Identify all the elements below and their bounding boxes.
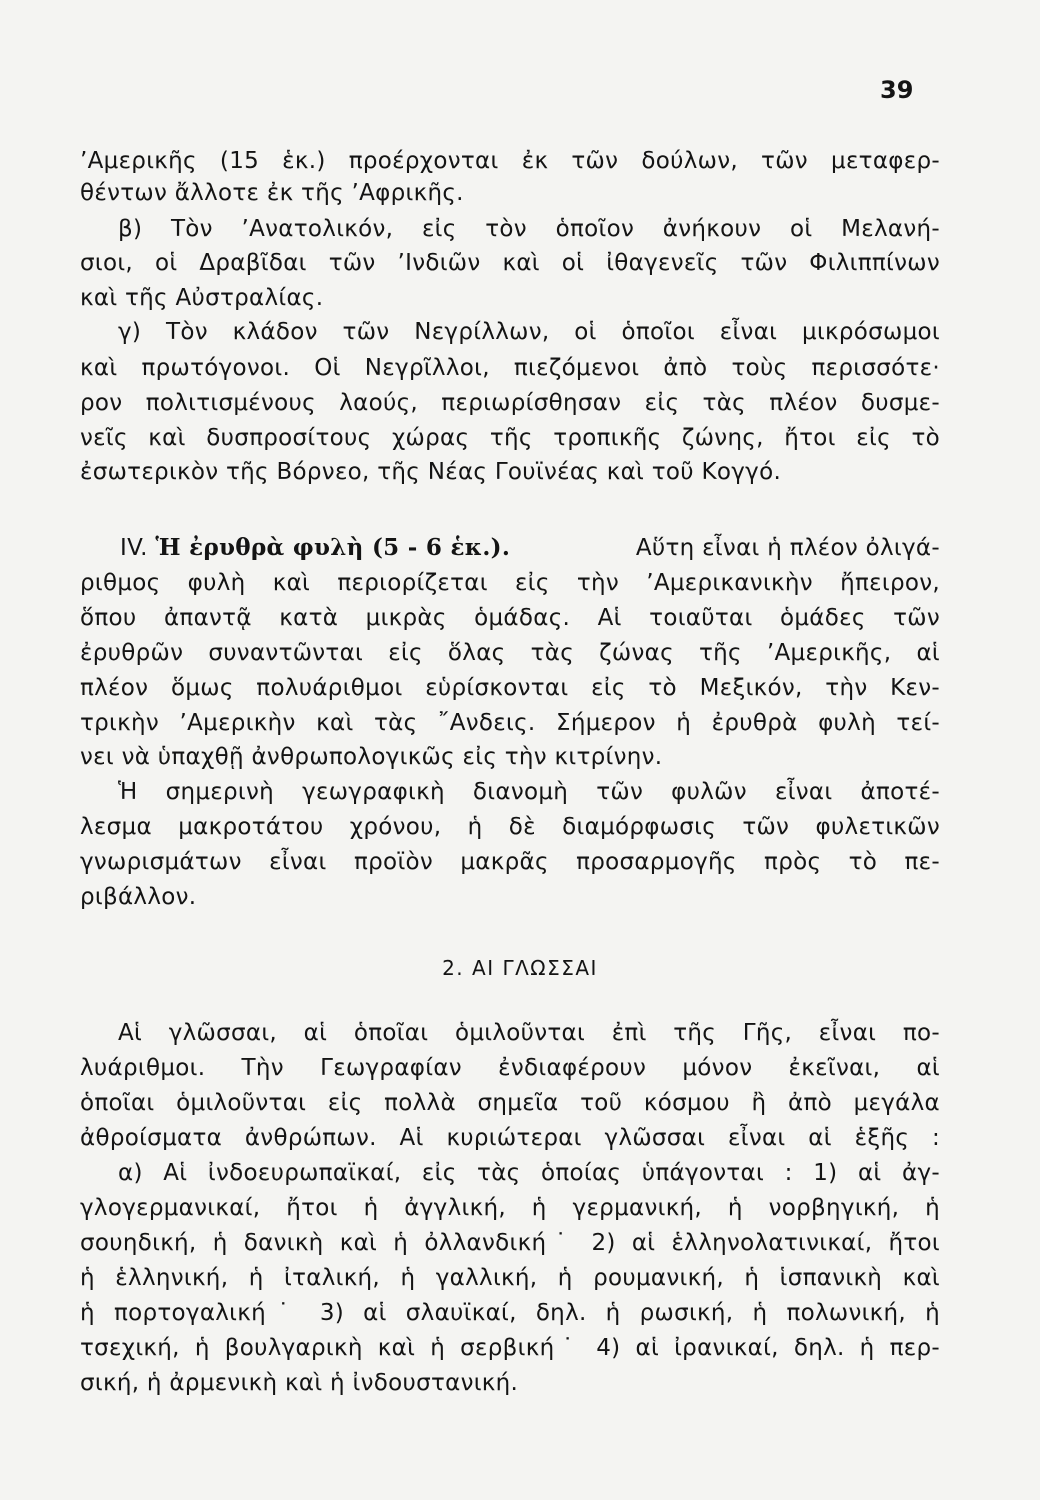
page-number: 39 bbox=[880, 76, 914, 104]
section-numeral: IV. bbox=[120, 535, 148, 561]
text-line: τσεχική, ἡ βουλγαρικὴ καὶ ἡ σερβική˙ 4) αἱ ἰρανικαί, δηλ. ἡ περ- bbox=[80, 1335, 940, 1361]
text-line: β) Τὸν ’Ανατολικόν, εἰς τὸν ὁποῖον ἀνήκουν οἱ Μελανή- bbox=[118, 216, 940, 242]
text-line: νεῖς καὶ δυσπροσίτους χώρας τῆς τροπικῆς ζώνης, ἤτοι εἰς τὸ bbox=[80, 425, 940, 451]
text-line: γλογερμανικαί, ἤτοι ἡ ἀγγλική, ἡ γερμανική, ἡ νορβηγική, ἡ bbox=[80, 1195, 940, 1221]
text-line: ἡ πορτογαλική˙ 3) αἱ σλαυϊκαί, δηλ. ἡ ρωσική, ἡ πολωνική, ἡ bbox=[80, 1300, 940, 1326]
text-line: ἐρυθρῶν συναντῶνται εἰς ὅλας τὰς ζώνας τῆς ’Αμερικῆς, αἱ bbox=[80, 640, 940, 666]
text-line: ριθμος φυλὴ καὶ περιορίζεται εἰς τὴν ’Αμερικανικὴν ἤπειρον, bbox=[80, 570, 940, 596]
text-line: νει νὰ ὑπαχθῇ ἀνθρωπολογικῶς εἰς τὴν κιτρίνην. bbox=[80, 744, 663, 770]
section-title: 2. ΑΙ ΓΛΩΣΣΑΙ bbox=[442, 956, 598, 980]
text-line: τρικὴν ’Αμερικὴν καὶ τὰς ῎Ανδεις. Σήμερον ἡ ἐρυθρὰ φυλὴ τεί- bbox=[80, 710, 940, 736]
text-line: ὁποῖαι ὁμιλοῦνται εἰς πολλὰ σημεῖα τοῦ κόσμου ἢ ἀπὸ μεγάλα bbox=[80, 1090, 940, 1116]
text-line: Ἡ σημερινὴ γεωγραφικὴ διανομὴ τῶν φυλῶν εἶναι ἀποτέ- bbox=[118, 779, 940, 805]
text-line: ρον πολιτισμένους λαούς, περιωρίσθησαν εἰς τὰς πλέον δυσμε- bbox=[80, 390, 940, 416]
section-heading: Ἡ ἐρυθρὰ φυλὴ (5 - 6 ἑκ.). bbox=[155, 534, 511, 561]
text-line: θέντων ἄλλοτε ἐκ τῆς ’Αφρικῆς. bbox=[80, 180, 464, 206]
text-line: λυάριθμοι. Τὴν Γεωγραφίαν ἐνδιαφέρουν μόνον ἐκεῖναι, αἱ bbox=[80, 1055, 940, 1081]
text-line: πλέον ὅμως πολυάριθμοι εὑρίσκονται εἰς τὸ Μεξικόν, τὴν Κεν- bbox=[80, 675, 940, 701]
text-line: γνωρισμάτων εἶναι προϊὸν μακρᾶς προσαρμογῆς πρὸς τὸ πε- bbox=[80, 849, 940, 875]
text-line: Αἱ γλῶσσαι, αἱ ὁποῖαι ὁμιλοῦνται ἐπὶ τῆς Γῆς, εἶναι πο- bbox=[118, 1020, 940, 1046]
text-line: γ) Τὸν κλάδον τῶν Νεγρίλλων, οἱ ὁποῖοι εἶναι μικρόσωμοι bbox=[118, 319, 940, 345]
text-line: καὶ πρωτόγονοι. Οἱ Νεγρῖλλοι, πιεζόμενοι ἀπὸ τοὺς περισσότε· bbox=[80, 355, 940, 381]
text-line: σουηδική, ἡ δανικὴ καὶ ἡ ὀλλανδική˙ 2) αἱ ἑλληνολατινικαί, ἤτοι bbox=[80, 1230, 940, 1256]
text-line: σιοι, οἱ Δραβῖδαι τῶν ’Ινδιῶν καὶ οἱ ἰθαγενεῖς τῶν Φιλιππίνων bbox=[80, 250, 940, 276]
text-line: α) Αἱ ἰνδοευρωπαϊκαί, εἰς τὰς ὁποίας ὑπάγονται : 1) αἱ ἀγ- bbox=[118, 1160, 940, 1186]
text-line: ’Αμερικῆς (15 ἑκ.) προέρχονται ἐκ τῶν δούλων, τῶν μεταφερ- bbox=[80, 148, 940, 174]
text-line: ἡ ἑλληνική, ἡ ἰταλική, ἡ γαλλική, ἡ ρουμανική, ἡ ἱσπανικὴ καὶ bbox=[80, 1265, 940, 1291]
text-line: ὅπου ἀπαντᾷ κατὰ μικρὰς ὁμάδας. Αἱ τοιαῦται ὁμάδες τῶν bbox=[80, 605, 940, 631]
text-line: καὶ τῆς Αὐστραλίας. bbox=[80, 285, 324, 311]
text-line: λεσμα μακροτάτου χρόνου, ἡ δὲ διαμόρφωσις τῶν φυλετικῶν bbox=[80, 814, 940, 840]
text-line: ἀθροίσματα ἀνθρώπων. Αἱ κυριώτεραι γλῶσσαι εἶναι αἱ ἑξῆς : bbox=[80, 1125, 940, 1151]
text-line: ἐσωτερικὸν τῆς Βόρνεο, τῆς Νέας Γουϊνέας καὶ τοῦ Κογγό. bbox=[80, 459, 782, 485]
section-iv-first-line bbox=[120, 533, 940, 563]
text-line: σική, ἡ ἀρμενικὴ καὶ ἡ ἰνδουστανική. bbox=[80, 1370, 519, 1396]
text-line: Αὕτη εἶναι ἡ πλέον ὀλιγά- bbox=[635, 535, 940, 561]
text-line: ριβάλλον. bbox=[80, 884, 197, 910]
